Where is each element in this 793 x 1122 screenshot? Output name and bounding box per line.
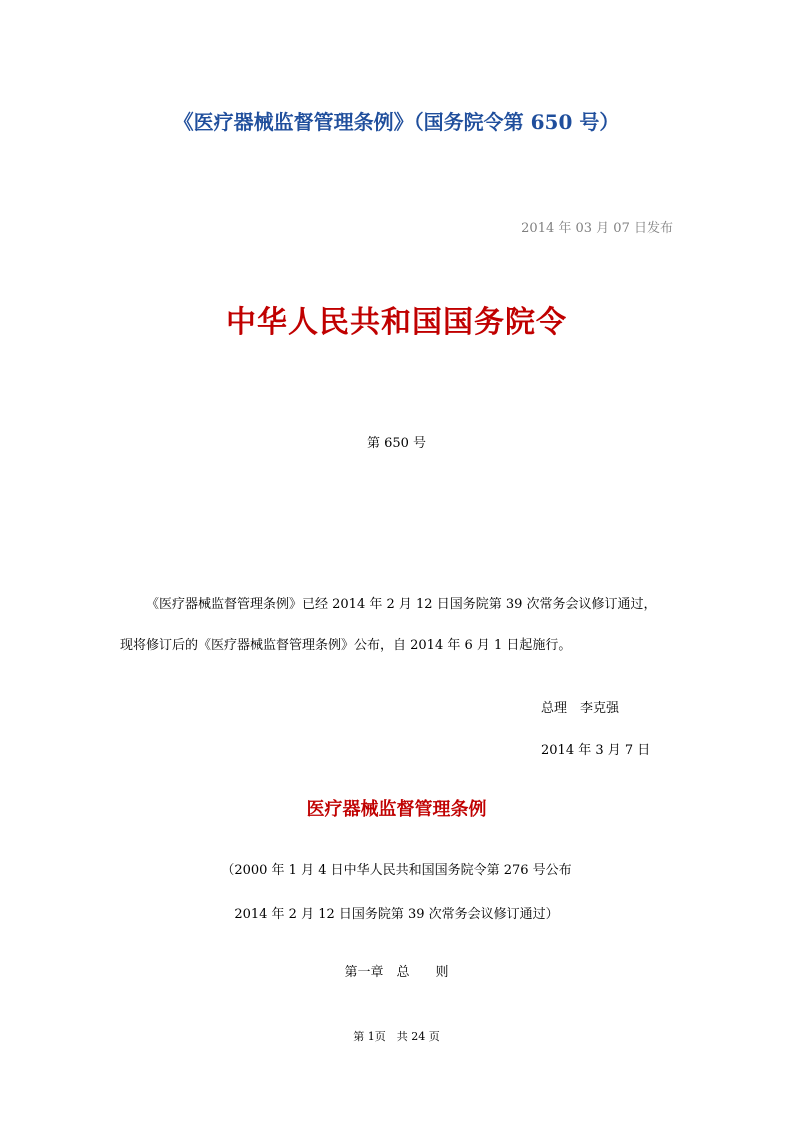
document-title: 《医疗器械监督管理条例》（国务院令第 650 号） (173, 110, 620, 134)
decree-number: 第 650 号 (366, 436, 427, 451)
decree-title: 中华人民共和国国务院令 (226, 305, 567, 340)
page-footer: 第 1页 共 24 页 (353, 1030, 440, 1043)
publish-date: 2014 年 03 月 07 日发布 (521, 221, 673, 236)
body-paragraph: 《医疗器械监督管理条例》已经 2014 年 2 月 12 日国务院第 39 次常务会议修订通过， (146, 597, 657, 612)
regulation-title: 医疗器械监督管理条例 (306, 799, 487, 820)
revision-note: （2000 年 1 月 4 日中华人民共和国国务院令第 276 号公布 (221, 863, 572, 878)
revision-note: 2014 年 2 月 12 日国务院第 39 次常务会议修订通过） (234, 907, 559, 922)
signature-date: 2014 年 3 月 7 日 (541, 743, 651, 758)
signature-name: 总理 李克强 (541, 701, 620, 716)
chapter-heading: 第一章 总 则 (344, 965, 449, 980)
body-paragraph: 现将修订后的《医疗器械监督管理条例》公布，自 2014 年 6 月 1 日起施行。 (120, 638, 572, 653)
